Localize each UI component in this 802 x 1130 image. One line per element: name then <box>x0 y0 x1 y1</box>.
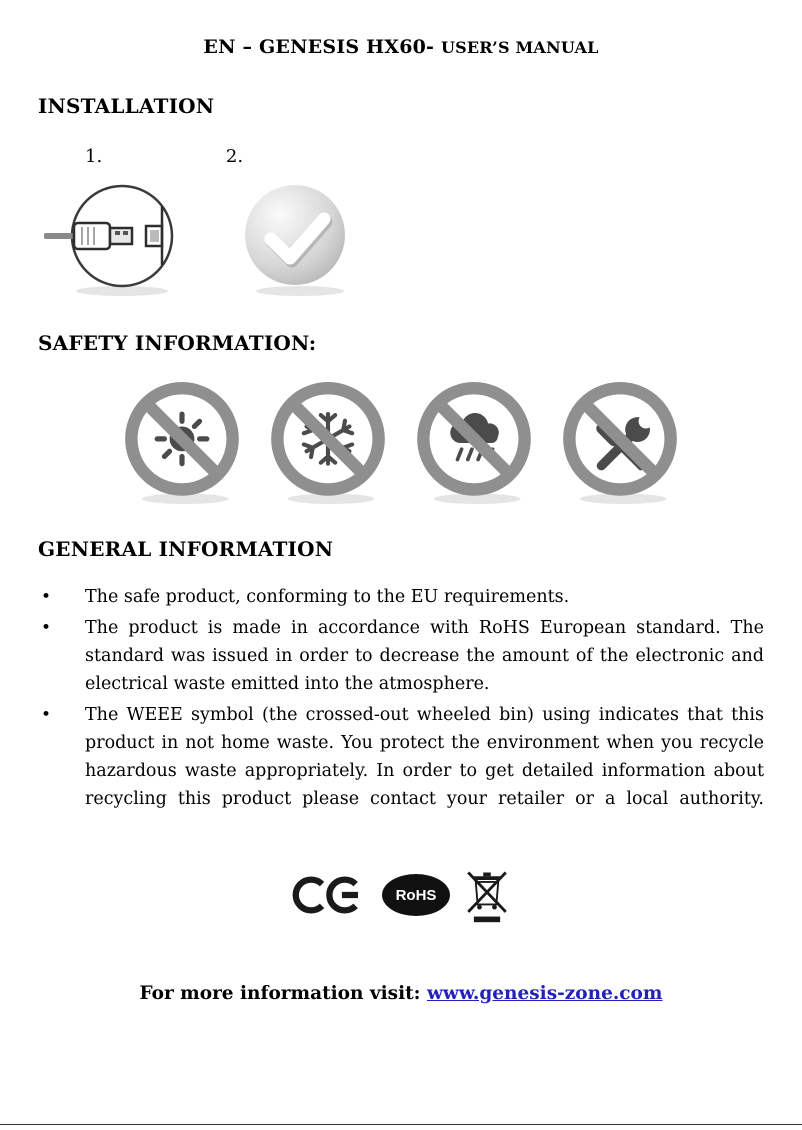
usb-plug-icon <box>44 179 194 297</box>
no-rain-icon <box>412 381 536 505</box>
footer-text: For more information visit: <box>139 983 421 1004</box>
page-title <box>38 36 764 58</box>
general-info-list <box>38 583 764 813</box>
bullet-rohs-standard: • The product is made in accordance with RoHS European standard. The standard was issued in order to decrease the amount of the electronic and electrical waste emitted into the atmosphere. <box>38 614 764 698</box>
section-heading-safety: SAFETY INFORMATION: <box>38 331 317 355</box>
no-frost-icon <box>266 381 390 505</box>
section-heading-general: GENERAL INFORMATION <box>38 537 334 561</box>
bullet-safe-product: • The safe product, conforming to the EU requirements. <box>38 583 764 611</box>
title-sub: USER’S MANUAL <box>440 38 599 57</box>
rohs-label: RoHS <box>395 886 437 904</box>
step-number-2: 2. <box>225 146 244 167</box>
compliance-logos <box>38 865 764 925</box>
no-sunlight-icon <box>120 381 244 505</box>
ce-mark-icon <box>291 874 369 916</box>
footer <box>38 983 764 1004</box>
no-repair-icon <box>558 381 682 505</box>
footer-divider <box>0 1124 802 1125</box>
installation-illustrations <box>38 179 764 297</box>
rohs-badge-icon <box>382 874 450 916</box>
weee-bin-icon <box>463 865 511 925</box>
safety-prohibition-icons <box>38 381 764 505</box>
checkmark-badge-icon <box>238 179 353 297</box>
step-number-1: 1. <box>85 146 103 167</box>
section-heading-installation: INSTALLATION <box>38 94 215 118</box>
bullet-weee-symbol: • The WEEE symbol (the crossed-out wheeled bin) using indicates that this product in not home waste. You protect the environment when you recycle hazardous waste appropriately. In order to get detailed information about recycling this product please contact your retailer or a local authority. <box>38 701 764 813</box>
website-link[interactable]: www.genesis-zone.com <box>426 983 663 1004</box>
title-main: EN – GENESIS HX60- <box>203 36 435 58</box>
installation-step-numbers <box>38 146 764 167</box>
